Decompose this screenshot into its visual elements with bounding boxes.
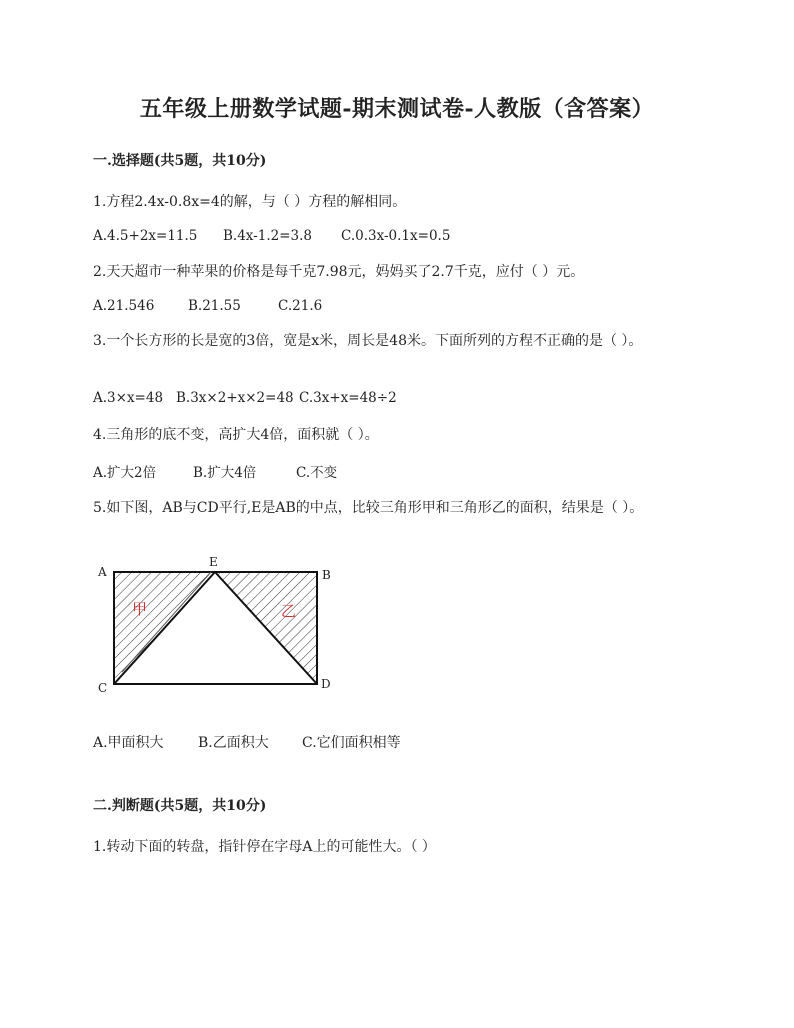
question-3: 3.一个长方形的长是宽的3倍，宽是x米，周长是48米。下面所列的方程不正确的是（ ）。 <box>93 333 643 349</box>
section-heading-judgement: 二.判断题(共5题，共10分) <box>93 798 267 814</box>
q1-option-c: C.0.3x-0.1x=0.5 <box>341 228 451 244</box>
label-d: D <box>321 677 331 691</box>
question-2: 2.天天超市一种苹果的价格是每千克7.98元，妈妈买了2.7千克，应付（ ）元。 <box>93 264 585 280</box>
label-jia: 甲 <box>132 600 148 618</box>
q4-option-c: C.不变 <box>296 465 338 481</box>
q3-option-a: A.3×x=48 <box>93 390 164 406</box>
q2-option-a: A.21.546 <box>93 298 155 314</box>
q2-option-c: C.21.6 <box>278 298 323 314</box>
label-a: A <box>98 565 107 579</box>
q5-option-c: C.它们面积相等 <box>302 735 401 751</box>
q4-option-b: B.扩大4倍 <box>193 465 257 481</box>
q2-option-b: B.21.55 <box>188 298 241 314</box>
judgement-question-1: 1.转动下面的转盘，指针停在字母A上的可能性大。（ ） <box>93 839 436 855</box>
page-title: 五年级上册数学试题-期末测试卷-人教版（含答案） <box>139 96 655 122</box>
q4-option-a: A.扩大2倍 <box>93 465 157 481</box>
geometry-diagram <box>92 552 342 702</box>
label-b: B <box>322 568 331 582</box>
question-4: 4.三角形的底不变，高扩大4倍，面积就（ ）。 <box>93 427 379 443</box>
q5-option-a: A.甲面积大 <box>93 735 164 751</box>
question-1: 1.方程2.4x-0.8x=4的解，与（ ）方程的解相同。 <box>93 194 407 210</box>
label-c: C <box>98 681 108 695</box>
section-heading-choice: 一.选择题(共5题，共10分) <box>93 153 267 169</box>
q3-option-c: C.3x+x=48÷2 <box>299 390 397 406</box>
q5-option-b: B.乙面积大 <box>198 735 269 751</box>
label-yi: 乙 <box>281 602 297 620</box>
label-e: E <box>209 555 218 569</box>
q1-option-b: B.4x-1.2=3.8 <box>223 228 312 244</box>
q1-option-a: A.4.5+2x=11.5 <box>93 228 198 244</box>
q3-option-b: B.3x×2+x×2=48 <box>176 390 294 406</box>
question-5: 5.如下图，AB与CD平行,E是AB的中点，比较三角形甲和三角形乙的面积，结果是（ ）。 <box>93 500 644 516</box>
